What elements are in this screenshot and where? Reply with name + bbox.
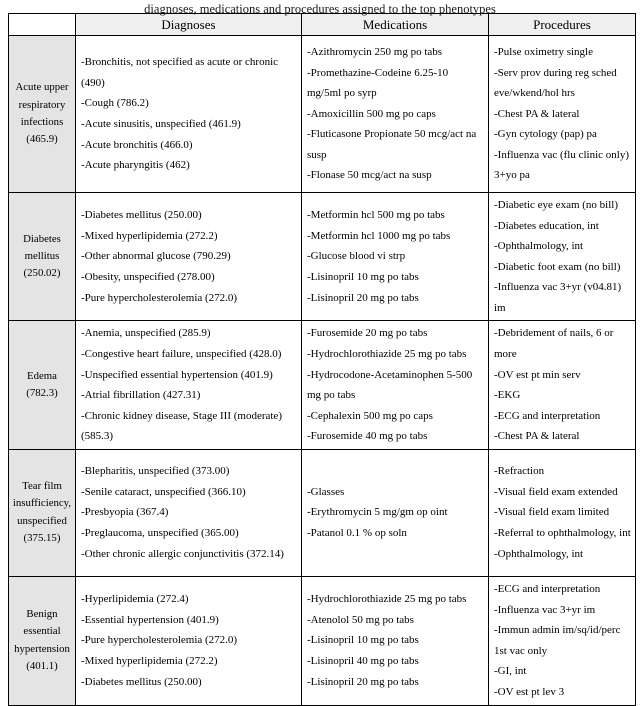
medications-cell bbox=[302, 36, 489, 193]
cell-item: -Bronchitis, not specified as acute or chronic (490) bbox=[81, 56, 279, 89]
cell-item: -Hydrochlorothiazide 25 mg po tabs bbox=[307, 347, 467, 360]
cell-item: -Serv prov during reg sched eve/wkend/hol hrs bbox=[494, 66, 617, 100]
cell-item: -Patanol 0.1 % op soln bbox=[307, 527, 407, 540]
table-row bbox=[9, 321, 636, 449]
cell-item: -Atenolol 50 mg po tabs bbox=[307, 613, 414, 626]
cell-item: -ECG and interpretation bbox=[494, 583, 601, 596]
phenotype-label: Tear film insufficiency, unspecified (375.15) bbox=[9, 449, 76, 576]
cell-item: -Debridement of nails, 6 or more bbox=[494, 327, 614, 360]
procedures-cell bbox=[489, 576, 636, 705]
cell-item: -Pure hypercholesterolemia (272.0) bbox=[81, 291, 238, 304]
cell-item: -Preglaucoma, unspecified (365.00) bbox=[81, 527, 239, 540]
cell-item: -Erythromycin 5 mg/gm op oint bbox=[307, 506, 448, 519]
table-row bbox=[9, 576, 636, 705]
cell-item: -Mixed hyperlipidemia (272.2) bbox=[81, 229, 218, 242]
cell-item: -Cough (786.2) bbox=[81, 97, 149, 110]
phenotype-label: Acute upper respiratory infections (465.9) bbox=[9, 36, 76, 193]
column-header-diagnoses: Diagnoses bbox=[76, 14, 302, 36]
table-row bbox=[9, 449, 636, 576]
cell-item: -Obesity, unspecified (278.00) bbox=[81, 270, 215, 283]
cell-item: -Diabetes mellitus (250.00) bbox=[81, 209, 202, 222]
cell-item: -Metformin hcl 500 mg po tabs bbox=[307, 209, 445, 222]
cell-item: -OV est pt min serv bbox=[494, 368, 581, 381]
diagnoses-cell bbox=[76, 449, 302, 576]
cell-item: -Azithromycin 250 mg po tabs bbox=[307, 46, 443, 59]
phenotype-table bbox=[8, 13, 636, 706]
cell-item: -Glucose blood vi strp bbox=[307, 250, 406, 263]
column-header-procedures: Procedures bbox=[489, 14, 636, 36]
corner-cell bbox=[9, 14, 76, 36]
cell-item: -Congestive heart failure, unspecified (428.0) bbox=[81, 347, 282, 360]
phenotype-label: Edema (782.3) bbox=[9, 321, 76, 449]
cell-item: -EKG bbox=[494, 389, 521, 402]
cell-item: -Lisinopril 10 mg po tabs bbox=[307, 270, 419, 283]
medications-cell bbox=[302, 576, 489, 705]
medications-cell bbox=[302, 321, 489, 449]
cell-item: -Ophthalmology, int bbox=[494, 240, 584, 253]
cell-item: -Hyperlipidemia (272.4) bbox=[81, 593, 189, 606]
procedures-cell bbox=[489, 193, 636, 321]
cell-item: -Blepharitis, unspecified (373.00) bbox=[81, 465, 230, 478]
cell-item: -Diabetes education, int bbox=[494, 219, 599, 232]
cell-item: -Pulse oximetry single bbox=[494, 46, 593, 59]
cell-item: -Acute sinusitis, unspecified (461.9) bbox=[81, 118, 241, 130]
cell-item: -Unspecified essential hypertension (401.9) bbox=[81, 368, 273, 381]
diagnoses-cell bbox=[76, 321, 302, 449]
cell-item: -Hydrocodone-Acetaminophen 5-500 mg po tabs bbox=[307, 368, 473, 402]
column-header-medications: Medications bbox=[302, 14, 489, 36]
cell-item: -Diabetic eye exam (no bill) bbox=[494, 199, 619, 211]
cell-item: -Ophthalmology, int bbox=[494, 547, 584, 560]
medications-cell bbox=[302, 449, 489, 576]
procedures-cell bbox=[489, 321, 636, 449]
cell-item: -Immun admin im/sq/id/perc 1st vac only bbox=[494, 624, 621, 657]
cell-item: -Pure hypercholesterolemia (272.0) bbox=[81, 634, 238, 647]
cell-item: -Mixed hyperlipidemia (272.2) bbox=[81, 655, 218, 668]
cell-item: -Hydrochlorothiazide 25 mg po tabs bbox=[307, 593, 467, 606]
cell-item: -Diabetes mellitus (250.00) bbox=[81, 675, 202, 688]
procedures-cell bbox=[489, 36, 636, 193]
cell-item: -Chest PA & lateral bbox=[494, 430, 580, 443]
cell-item: -Influenza vac (flu clinic only) 3+yo pa bbox=[494, 148, 629, 182]
cell-item: -Glasses bbox=[307, 485, 345, 498]
phenotype-label: Diabetes mellitus (250.02) bbox=[9, 193, 76, 321]
table-row bbox=[9, 193, 636, 321]
diagnoses-cell bbox=[76, 576, 302, 705]
cell-item: -Metformin hcl 1000 mg po tabs bbox=[307, 229, 451, 242]
cell-item: -Amoxicillin 500 mg po caps bbox=[307, 107, 436, 120]
cell-item: -Gyn cytology (pap) pa bbox=[494, 128, 597, 141]
cell-item: -Essential hypertension (401.9) bbox=[81, 613, 219, 626]
cell-item: -Other chronic allergic conjunctivitis (372.14) bbox=[81, 547, 284, 560]
diagnoses-cell bbox=[76, 193, 302, 321]
cell-item: -Senile cataract, unspecified (366.10) bbox=[81, 485, 246, 498]
medications-cell bbox=[302, 193, 489, 321]
cell-item: -Lisinopril 20 mg po tabs bbox=[307, 291, 419, 304]
cell-item: -Furosemide 40 mg po tabs bbox=[307, 430, 428, 443]
cell-item: -Furosemide 20 mg po tabs bbox=[307, 327, 428, 340]
cell-item: -ECG and interpretation bbox=[494, 409, 601, 422]
phenotype-label: Benign essential hypertension (401.1) bbox=[9, 576, 76, 705]
cell-item: -Referral to ophthalmology, int bbox=[494, 527, 631, 540]
cell-item: -Visual field exam limited bbox=[494, 506, 610, 519]
cell-item: -Promethazine-Codeine 6.25-10 mg/5ml po syrp bbox=[307, 66, 449, 100]
cell-item: -OV est pt lev 3 bbox=[494, 685, 565, 698]
cell-item: -Influenza vac 3+yr (v04.81) im bbox=[494, 281, 622, 314]
clipped-caption bbox=[0, 0, 640, 16]
cell-item: -Lisinopril 40 mg po tabs bbox=[307, 655, 419, 668]
cell-item: -Lisinopril 10 mg po tabs bbox=[307, 634, 419, 647]
table-row bbox=[9, 36, 636, 193]
cell-item: -Refraction bbox=[494, 465, 545, 478]
cell-item: -Other abnormal glucose (790.29) bbox=[81, 250, 231, 263]
cell-item: -Chronic kidney disease, Stage III (moderate) (585.3) bbox=[81, 409, 282, 443]
cell-item: -Chest PA & lateral bbox=[494, 107, 580, 120]
cell-item: -Presbyopia (367.4) bbox=[81, 506, 169, 519]
cell-item: -Acute bronchitis (466.0) bbox=[81, 138, 193, 151]
cell-item: -Cephalexin 500 mg po caps bbox=[307, 409, 433, 422]
cell-item: -Anemia, unspecified (285.9) bbox=[81, 327, 211, 340]
cell-item: -Atrial fibrillation (427.31) bbox=[81, 389, 201, 402]
cell-item: -Flonase 50 mcg/act na susp bbox=[307, 169, 432, 182]
cell-item: -Acute pharyngitis (462) bbox=[81, 159, 190, 172]
cell-item: -Diabetic foot exam (no bill) bbox=[494, 260, 621, 273]
cell-item: -Influenza vac 3+yr im bbox=[494, 603, 596, 616]
cell-item: -Visual field exam extended bbox=[494, 485, 618, 498]
table-body bbox=[9, 36, 636, 706]
cell-item: -Lisinopril 20 mg po tabs bbox=[307, 675, 419, 688]
diagnoses-cell bbox=[76, 36, 302, 193]
cell-item: -Fluticasone Propionate 50 mcg/act na susp bbox=[307, 128, 477, 161]
procedures-cell bbox=[489, 449, 636, 576]
clipped-caption-text: diagnoses, medications and procedures assigned to the top phenotypes bbox=[144, 2, 496, 16]
cell-item: -GI, int bbox=[494, 665, 527, 678]
